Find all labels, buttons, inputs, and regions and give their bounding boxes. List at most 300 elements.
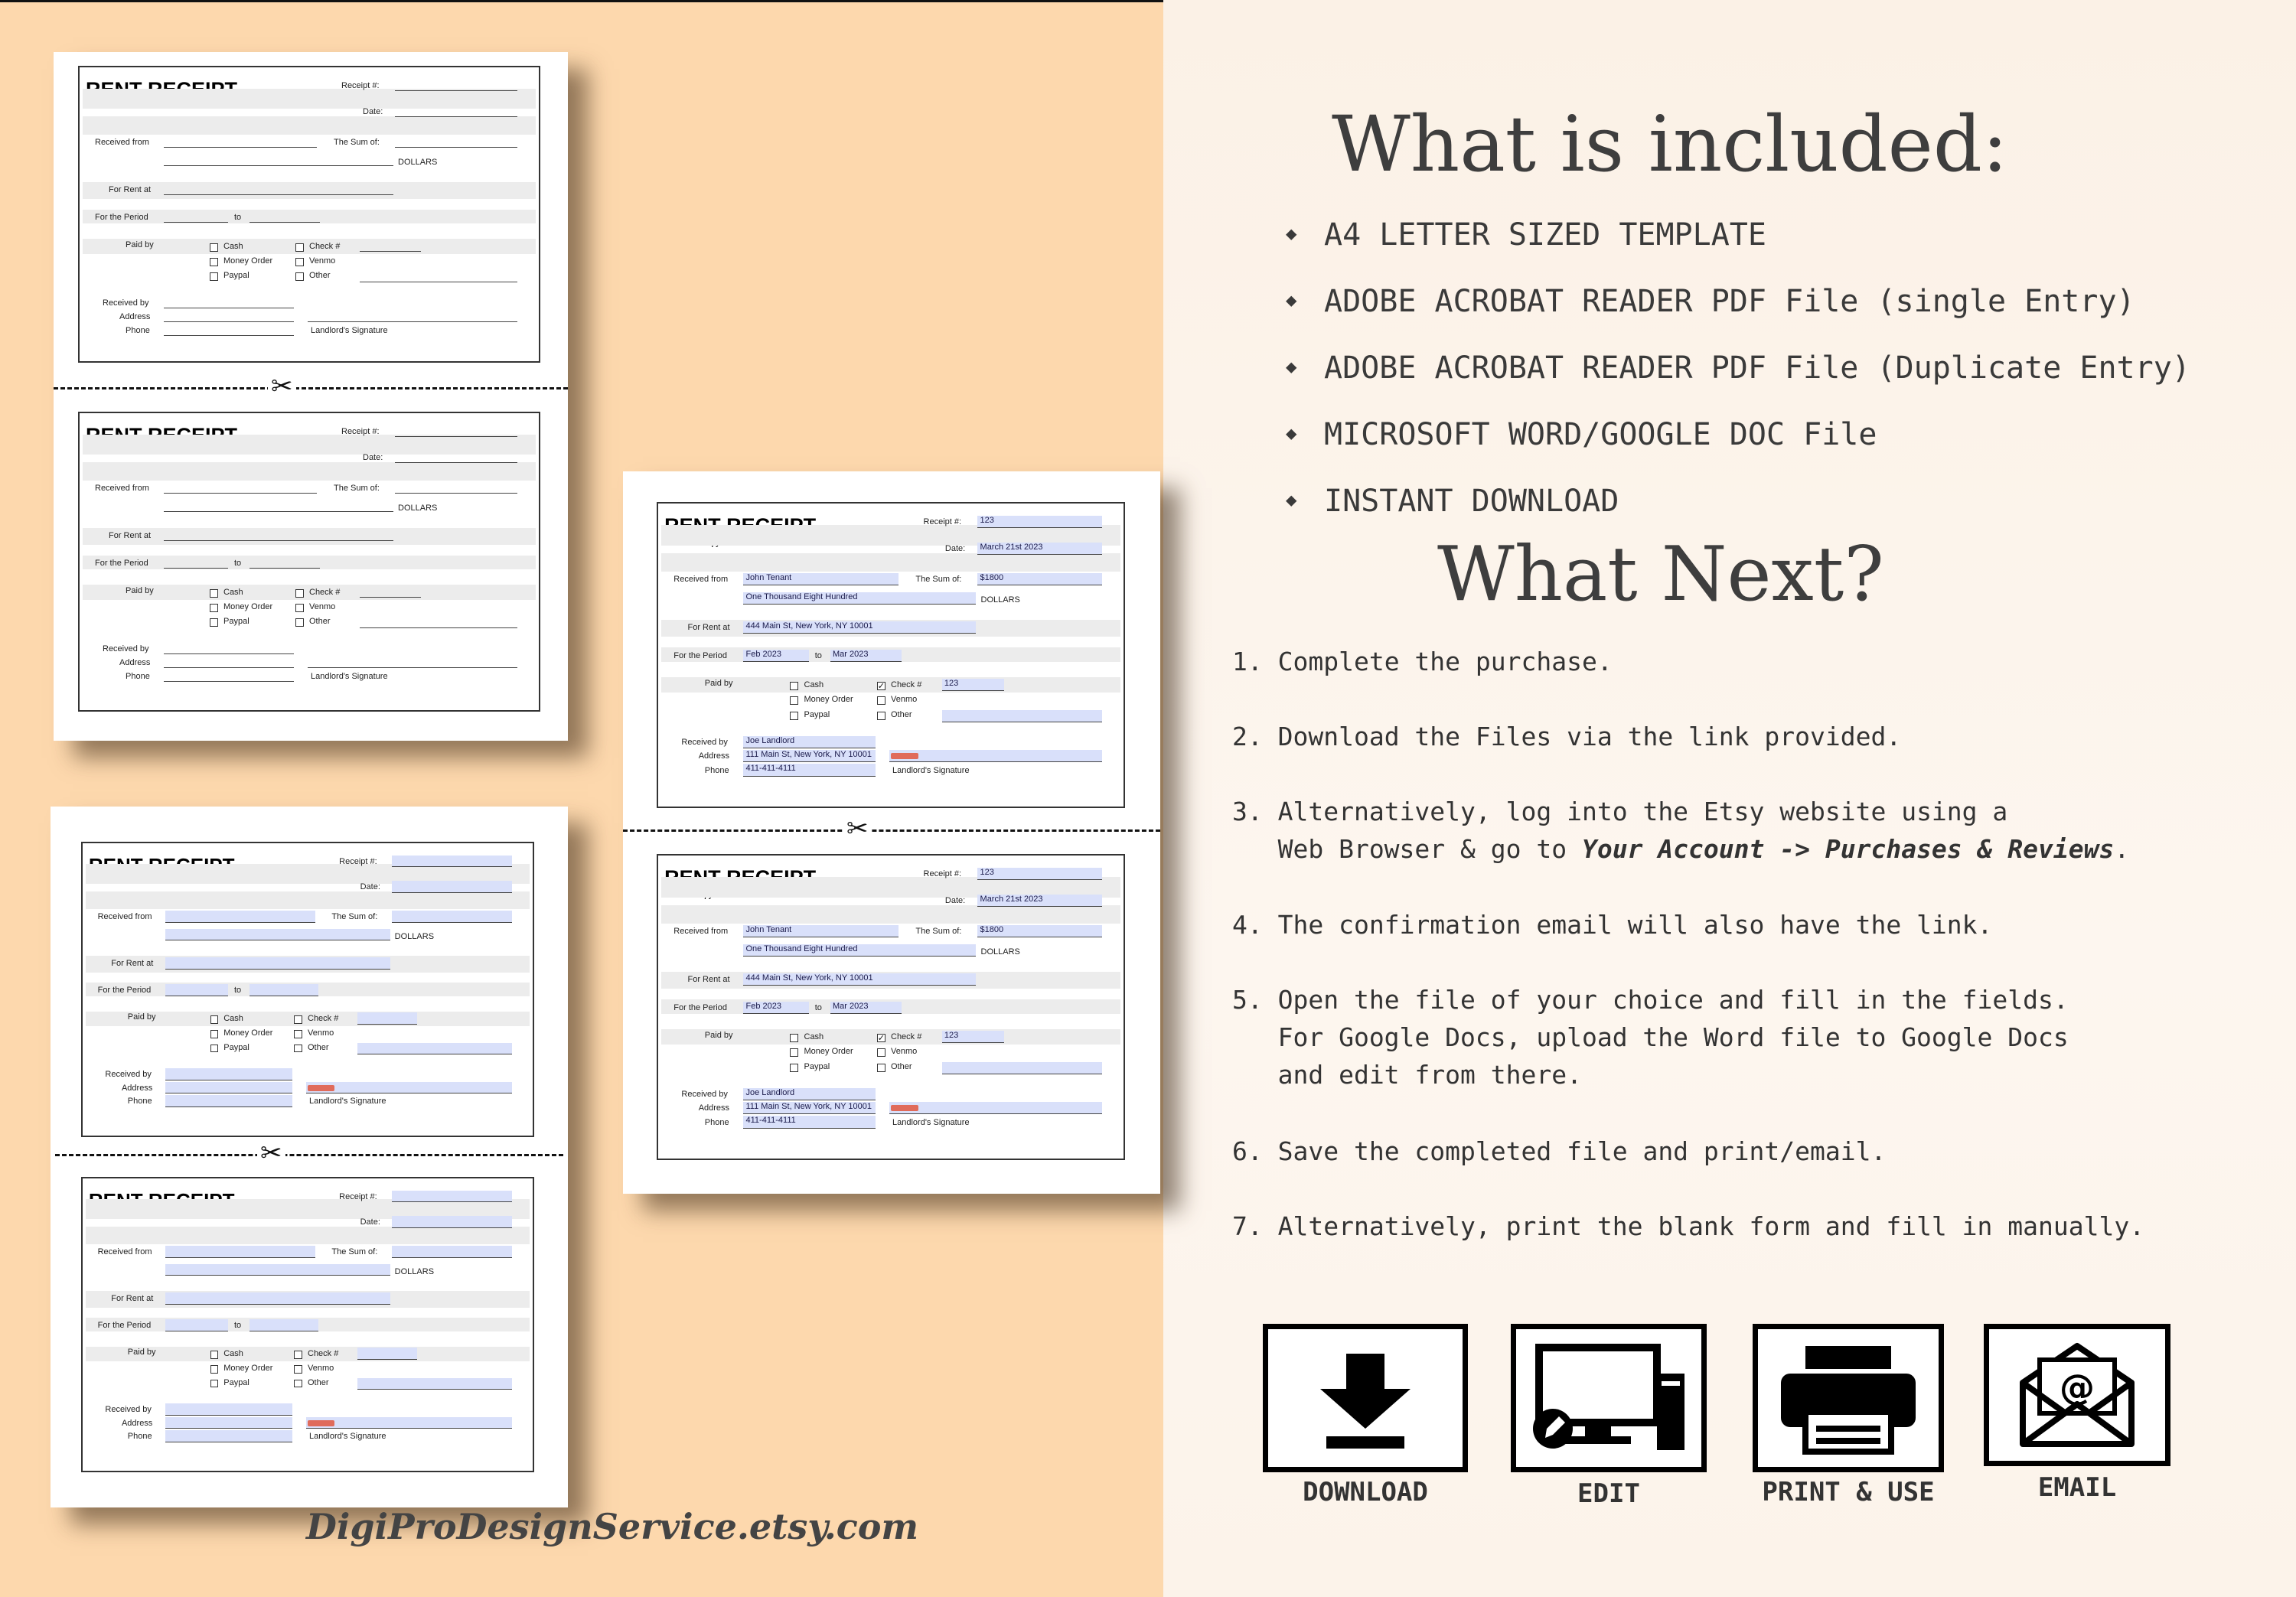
period-label: For the Period	[673, 650, 727, 660]
step-text: The confirmation email will also have the link.	[1277, 910, 1993, 940]
next-title: What Next?	[1437, 531, 1884, 618]
sum-label: The Sum of:	[334, 138, 380, 147]
sum-field[interactable]	[392, 911, 512, 923]
fillable-template-sheet	[51, 807, 568, 1507]
payment-option-label: Money Order	[223, 1028, 273, 1038]
next-step	[1232, 718, 1901, 755]
received-by-field-value: Joe Landlord	[745, 736, 795, 745]
check-no-field-value: 123	[944, 679, 959, 688]
checkbox[interactable]	[210, 258, 218, 266]
checkbox[interactable]	[295, 604, 304, 612]
checkbox[interactable]	[210, 1351, 219, 1359]
row-band	[661, 905, 1120, 924]
amount-words-field	[164, 511, 393, 512]
amount-words-field[interactable]	[165, 1264, 390, 1276]
dollars-label: DOLLARS	[398, 504, 438, 513]
printer-icon	[1758, 1329, 1939, 1467]
date-label: Date:	[944, 895, 966, 905]
receipt-no-label: Receipt #:	[339, 856, 377, 866]
sum-field-value: $1800	[980, 573, 1004, 583]
payment-option-label: Venmo	[891, 1047, 918, 1057]
other-field[interactable]	[357, 1378, 512, 1390]
next-step	[1232, 1133, 1886, 1170]
included-item	[1286, 350, 2190, 386]
step-number: 7.	[1232, 1211, 1263, 1241]
payment-option-label: Money Order	[804, 695, 853, 705]
date-label: Date:	[363, 453, 383, 462]
address-field-value: 111 Main St, New York, NY 10001	[745, 750, 872, 760]
email-label: EMAIL	[2037, 1472, 2117, 1503]
received-by-label: Received by	[105, 1404, 152, 1414]
signature-line	[308, 321, 517, 322]
other-field[interactable]	[942, 1062, 1102, 1074]
paid-by-label: Paid by	[126, 586, 154, 595]
to-label: to	[234, 213, 242, 222]
included-item	[1286, 284, 2135, 319]
received-from-field-value: John Tenant	[745, 925, 792, 935]
pen-icon	[308, 1085, 334, 1091]
received-by-label: Received by	[105, 1069, 152, 1079]
scissors-icon: ✂	[843, 816, 872, 842]
signature-field[interactable]	[889, 750, 1102, 762]
period-to-field	[249, 568, 320, 569]
payment-option-label: Other	[308, 1042, 329, 1052]
fillable-receipt-top	[81, 842, 534, 1137]
period-label: For the Period	[97, 986, 152, 996]
payment-option-label: Check #	[309, 588, 341, 597]
period-label: For the Period	[95, 213, 148, 222]
other-field	[360, 627, 517, 628]
checkbox[interactable]	[294, 1380, 302, 1388]
phone-field	[164, 681, 294, 682]
payment-option-label: Other	[891, 1061, 912, 1071]
receipt-no-field-value: 123	[980, 868, 994, 878]
receipt-no-label: Receipt #:	[341, 81, 380, 90]
other-field[interactable]	[357, 1043, 512, 1055]
payment-option-label: Venmo	[308, 1364, 334, 1374]
next-step	[1232, 1208, 2144, 1245]
email-envelope-icon	[1989, 1329, 2165, 1461]
date-label: Date:	[363, 107, 383, 116]
signature-line	[308, 667, 517, 668]
blank-receipt-bottom	[78, 412, 540, 712]
for-rent-label: For Rent at	[687, 623, 730, 633]
check-mark-icon: ✓	[877, 1033, 885, 1044]
address-field-value: 111 Main St, New York, NY 10001	[745, 1102, 872, 1112]
checkbox[interactable]	[210, 1380, 219, 1388]
date-label: Date:	[360, 1217, 380, 1227]
period-from-field-value: Feb 2023	[745, 649, 781, 659]
checkbox[interactable]	[790, 1034, 798, 1042]
payment-option-label: Paypal	[804, 1061, 830, 1071]
received-from-field	[164, 147, 317, 148]
receipt-no-label: Receipt #:	[923, 517, 962, 527]
date-field	[395, 462, 517, 463]
checkbox[interactable]	[790, 696, 798, 705]
step-text: Alternatively, log into the Etsy website using a	[1277, 797, 2008, 826]
for-rent-label: For Rent at	[111, 1293, 154, 1303]
receipt-no-label: Receipt #:	[923, 869, 962, 879]
included-item	[1286, 484, 1619, 519]
row-band	[86, 1227, 530, 1245]
signature-field[interactable]	[306, 1082, 512, 1094]
sum-field	[395, 147, 517, 148]
phone-field[interactable]	[165, 1095, 293, 1107]
step-tail: .	[2114, 834, 2130, 864]
payment-option-label: Check #	[891, 1032, 922, 1042]
step-text: Save the completed file and print/email.	[1277, 1136, 1887, 1166]
payment-option-label: Cash	[804, 1032, 824, 1042]
checkbox[interactable]	[790, 682, 798, 690]
blank-template-sheet	[54, 52, 568, 741]
signature-label: Landlord's Signature	[308, 1432, 386, 1442]
received-from-field[interactable]	[165, 911, 315, 923]
payment-option-label: Other	[891, 709, 912, 719]
edit-button[interactable]	[1511, 1324, 1707, 1472]
signature-field[interactable]	[889, 1102, 1102, 1114]
payment-option-label: Check #	[308, 1349, 339, 1359]
next-step	[1232, 906, 1992, 944]
checkbox[interactable]	[210, 589, 218, 598]
rent-address-field	[164, 540, 393, 541]
payment-option-label: Other	[309, 617, 331, 626]
checkbox[interactable]	[295, 618, 304, 627]
date-field-value: March 21st 2023	[980, 542, 1043, 552]
step-text: Open the file of your choice and fill in the fields.	[1277, 985, 2069, 1015]
checkbox[interactable]	[210, 604, 218, 612]
payment-option-label: Cash	[223, 242, 243, 251]
checkbox[interactable]	[210, 618, 218, 627]
period-from-field[interactable]	[165, 984, 228, 996]
check-no-field-value: 123	[944, 1031, 959, 1040]
address-label: Address	[121, 1083, 153, 1093]
checkbox[interactable]	[877, 696, 885, 705]
svg-text:@: @	[2060, 1367, 2095, 1408]
scissors-icon: ✂	[257, 1140, 285, 1166]
sum-label: The Sum of:	[331, 1247, 378, 1257]
cut-line	[54, 387, 568, 389]
address-field	[164, 667, 294, 668]
payment-option-label: Other	[309, 271, 331, 280]
date-field-value: March 21st 2023	[980, 894, 1043, 904]
received-by-field	[164, 653, 294, 654]
check-mark-icon: ✓	[877, 681, 885, 692]
checkbox[interactable]	[294, 1045, 302, 1053]
print-label: PRINT & USE	[1762, 1477, 1935, 1507]
address-label: Address	[119, 312, 151, 321]
step-text-line3: and edit from there.	[1277, 1060, 1582, 1090]
phone-label: Phone	[126, 672, 150, 681]
period-to-field[interactable]	[249, 984, 318, 996]
bullet-diamond-icon: ◆	[1286, 422, 1297, 444]
receipt-no-field[interactable]	[977, 868, 1101, 880]
sum-label: The Sum of:	[915, 575, 962, 585]
payment-option-label: Money Order	[223, 256, 273, 266]
checkbox[interactable]	[210, 1045, 219, 1053]
received-from-label: Received from	[673, 927, 729, 937]
pen-icon	[308, 1420, 334, 1426]
signature-label: Landlord's Signature	[308, 1097, 386, 1106]
date-field	[395, 116, 517, 117]
check-no-field[interactable]	[357, 1348, 417, 1360]
period-label: For the Period	[95, 559, 148, 568]
receipt-no-field	[395, 90, 517, 91]
to-label: to	[814, 650, 822, 660]
payment-option-label: Check #	[308, 1014, 339, 1024]
period-to-field-value: Mar 2023	[833, 1001, 869, 1011]
next-step	[1232, 793, 2129, 868]
receipt-no-field[interactable]	[977, 516, 1101, 528]
checkbox[interactable]	[295, 589, 304, 598]
receipt-no-label: Receipt #:	[341, 427, 380, 436]
step-text: Alternatively, print the blank form and fill in manually.	[1277, 1211, 2145, 1241]
payment-option-label: Venmo	[891, 695, 918, 705]
payment-option-label: Money Order	[804, 1047, 853, 1057]
checkbox[interactable]	[295, 272, 304, 281]
checkbox[interactable]	[877, 712, 885, 720]
amount-words-field	[164, 165, 393, 166]
rent-address-field	[164, 194, 393, 195]
step-emphasis: Your Account -> Purchases & Reviews	[1581, 834, 2115, 864]
period-from-field-value: Feb 2023	[745, 1001, 781, 1011]
amount-words-field-value: One Thousand Eight Hundred	[745, 592, 858, 601]
payment-option-label: Paypal	[223, 271, 249, 280]
received-by-field-value: Joe Landlord	[745, 1088, 795, 1097]
included-item-text: ADOBE ACROBAT READER PDF File (single Entry)	[1324, 284, 2135, 319]
period-from-field	[164, 222, 228, 223]
received-by-label: Received by	[681, 1090, 728, 1100]
for-rent-label: For Rent at	[109, 531, 152, 540]
payment-option-label: Venmo	[309, 602, 336, 611]
paid-by-label: Paid by	[126, 240, 154, 249]
download-button[interactable]	[1263, 1324, 1468, 1472]
checkbox[interactable]	[790, 712, 798, 720]
paid-by-label: Paid by	[127, 1348, 156, 1357]
period-to-field	[249, 222, 320, 223]
amount-words-field-value: One Thousand Eight Hundred	[745, 944, 858, 953]
checkbox[interactable]	[877, 682, 885, 690]
row-band	[83, 435, 536, 455]
address-label: Address	[119, 658, 151, 667]
row-band	[83, 89, 536, 109]
period-from-field	[164, 568, 228, 569]
payment-option-label: Venmo	[308, 1028, 334, 1038]
to-label: to	[234, 559, 242, 568]
address-field[interactable]	[165, 1417, 293, 1429]
dollars-label: DOLLARS	[980, 947, 1020, 957]
row-band	[83, 462, 536, 481]
payment-option-label: Check #	[891, 680, 922, 690]
checkbox[interactable]	[295, 258, 304, 266]
phone-label: Phone	[127, 1432, 152, 1442]
blank-receipt-top	[78, 66, 540, 363]
payment-option-label: Paypal	[804, 709, 830, 719]
address-field[interactable]	[165, 1082, 293, 1094]
included-item-text: MICROSOFT WORD/GOOGLE DOC File	[1324, 417, 1877, 452]
received-from-field-value: John Tenant	[745, 573, 792, 583]
paid-by-label: Paid by	[704, 679, 733, 688]
payment-option-label: Paypal	[223, 1042, 249, 1052]
row-band	[86, 891, 530, 910]
address-label: Address	[698, 751, 730, 761]
checkbox[interactable]	[294, 1365, 302, 1374]
address-label: Address	[121, 1418, 153, 1428]
step-number: 1.	[1232, 647, 1263, 676]
signature-label: Landlord's Signature	[892, 1117, 970, 1127]
checkbox[interactable]	[294, 1351, 302, 1359]
received-by-label: Received by	[103, 644, 149, 653]
sum-field	[395, 493, 517, 494]
period-to-field[interactable]	[249, 1319, 318, 1331]
check-no-field	[360, 597, 421, 598]
received-from-label: Received from	[95, 484, 149, 493]
payment-option-label: Paypal	[223, 617, 249, 626]
received-by-label: Received by	[103, 298, 149, 308]
for-rent-label: For Rent at	[111, 958, 154, 968]
check-no-field[interactable]	[357, 1012, 417, 1025]
dollars-label: DOLLARS	[394, 931, 435, 941]
other-field[interactable]	[942, 710, 1102, 722]
payment-option-label: Money Order	[223, 1364, 273, 1374]
for-rent-label: For Rent at	[687, 975, 730, 985]
period-label: For the Period	[673, 1002, 727, 1012]
payment-option-label: Cash	[223, 1349, 243, 1359]
rent-address-field[interactable]	[165, 957, 390, 970]
received-by-field[interactable]	[165, 1068, 293, 1080]
checkbox[interactable]	[790, 1048, 798, 1057]
next-step	[1232, 643, 1613, 680]
download-icon	[1268, 1329, 1463, 1467]
checkbox[interactable]	[295, 243, 304, 252]
payment-option-label: Cash	[223, 1014, 243, 1024]
rent-address-field[interactable]	[165, 1292, 390, 1305]
date-field[interactable]	[392, 1216, 512, 1228]
payment-option-label: Check #	[309, 242, 341, 251]
payment-option-label: Venmo	[309, 256, 336, 266]
step-text: Complete the purchase.	[1277, 647, 1613, 676]
received-from-label: Received from	[97, 912, 152, 922]
received-by-field[interactable]	[165, 1403, 293, 1416]
received-by-label: Received by	[681, 738, 728, 748]
cut-line	[55, 1154, 563, 1156]
signature-label: Landlord's Signature	[311, 672, 388, 681]
row-band	[661, 553, 1120, 572]
period-label: For the Period	[97, 1321, 152, 1331]
check-no-field	[360, 251, 421, 252]
phone-field[interactable]	[165, 1430, 293, 1442]
phone-label: Phone	[704, 765, 729, 775]
shop-url: DigiProDesignService.etsy.com	[306, 1506, 919, 1547]
included-item-text: A4 LETTER SIZED TEMPLATE	[1324, 217, 1766, 253]
sum-label: The Sum of:	[331, 912, 378, 922]
step-text: Download the Files via the link provided.	[1277, 722, 1902, 751]
phone-field-value: 411-411-4111	[745, 1116, 796, 1126]
signature-label: Landlord's Signature	[892, 765, 970, 775]
included-item-text: INSTANT DOWNLOAD	[1324, 484, 1619, 519]
checkbox[interactable]	[210, 272, 218, 281]
dollars-label: DOLLARS	[980, 595, 1020, 605]
edit-label: EDIT	[1577, 1478, 1640, 1509]
amount-words-field[interactable]	[165, 929, 390, 941]
for-rent-label: For Rent at	[109, 185, 152, 194]
received-from-field[interactable]	[165, 1246, 315, 1258]
fillable-receipt-bottom	[81, 1177, 534, 1472]
download-label: DOWNLOAD	[1303, 1477, 1428, 1507]
email-button[interactable]	[1984, 1324, 2170, 1466]
checkbox[interactable]	[877, 1034, 885, 1042]
phone-label: Phone	[126, 326, 150, 335]
checkbox[interactable]	[210, 1365, 219, 1374]
print-button[interactable]	[1753, 1324, 1944, 1472]
checkbox[interactable]	[294, 1030, 302, 1038]
bullet-diamond-icon: ◆	[1286, 289, 1297, 311]
date-label: Date:	[360, 882, 380, 891]
phone-field	[164, 335, 294, 336]
checkbox[interactable]	[294, 1015, 302, 1024]
sum-field[interactable]	[392, 1246, 512, 1258]
checkbox[interactable]	[790, 1064, 798, 1072]
address-label: Address	[698, 1103, 730, 1113]
date-field[interactable]	[392, 881, 512, 893]
included-item	[1286, 217, 1766, 253]
paid-by-label: Paid by	[127, 1012, 156, 1022]
sum-label: The Sum of:	[915, 927, 962, 937]
next-step	[1232, 981, 2069, 1093]
scissors-icon: ✂	[268, 373, 296, 399]
filled-receipt-landlord	[657, 502, 1125, 808]
dollars-label: DOLLARS	[394, 1266, 435, 1276]
receipt-no-field[interactable]	[392, 856, 512, 868]
to-label: to	[233, 986, 242, 996]
pen-icon	[891, 1105, 918, 1111]
signature-field[interactable]	[306, 1417, 512, 1429]
cut-line	[623, 829, 1160, 832]
date-label: Date:	[944, 543, 966, 553]
filled-receipt-tenant	[657, 854, 1125, 1160]
signature-label: Landlord's Signature	[311, 326, 388, 335]
to-label: to	[814, 1002, 822, 1012]
checkbox[interactable]	[877, 1048, 885, 1057]
bullet-diamond-icon: ◆	[1286, 489, 1297, 510]
step-text-line2: Web Browser & go to	[1277, 834, 1582, 864]
step-number: 3.	[1232, 797, 1263, 826]
receipt-no-label: Receipt #:	[339, 1191, 377, 1201]
period-from-field[interactable]	[165, 1319, 228, 1331]
address-field	[164, 321, 294, 322]
payment-option-label: Money Order	[223, 602, 273, 611]
included-item	[1286, 417, 1877, 452]
period-to-field-value: Mar 2023	[833, 649, 869, 659]
dollars-label: DOLLARS	[398, 158, 438, 167]
step-number: 6.	[1232, 1136, 1263, 1166]
checkbox[interactable]	[210, 243, 218, 252]
pen-icon	[891, 753, 918, 759]
checkbox[interactable]	[877, 1064, 885, 1072]
step-number: 4.	[1232, 910, 1263, 940]
checkbox[interactable]	[210, 1030, 219, 1038]
paid-by-label: Paid by	[704, 1031, 733, 1040]
included-title: What is included:	[1332, 99, 2008, 189]
row-band	[83, 116, 536, 135]
receipt-no-field[interactable]	[392, 1191, 512, 1203]
checkbox[interactable]	[210, 1015, 219, 1024]
receipt-no-field	[395, 436, 517, 437]
phone-label: Phone	[127, 1097, 152, 1106]
included-item-text: ADOBE ACROBAT READER PDF File (Duplicate Entry)	[1324, 350, 2190, 386]
payment-option-label: Paypal	[223, 1377, 249, 1387]
rent-address-field-value: 444 Main St, New York, NY 10001	[745, 621, 873, 631]
sum-label: The Sum of:	[334, 484, 380, 493]
